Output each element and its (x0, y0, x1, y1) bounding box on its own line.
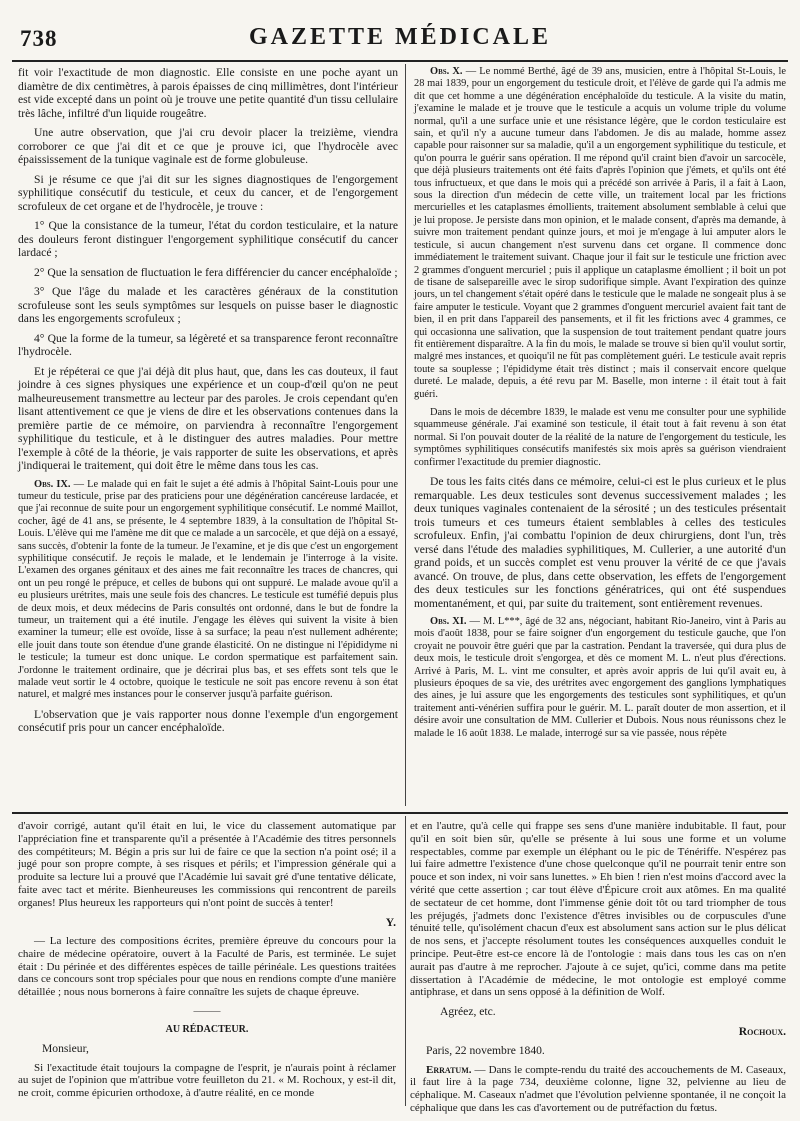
author-signature: Rochoux. (738, 1024, 786, 1038)
observation-label: Obs. IX. (34, 478, 71, 490)
observation-text: — Le malade qui en fait le sujet a été admis à l'hôpital Saint-Louis pour une tumeur du testicule, prise par des praticiens pour une dégénération cancéreuse lardacée, et que j'ai reconnue de suite pour un engorgement syphilitique consécutif. Le nommé Maillot, cocher, âgé de 41 ans, se présente, le 4 septembre 1839, à la consultation de l'hôpital St-Louis. L'élève qui me l'amène me dit que ce malade a un sarcocèle, et que déjà on a essayé, sans succès, d'obtenir la fonte de la tumeur. Je l'examine, et je dis que c'est un engorgement syphilitique consécutif. Je reçois le malade, et le lendemain je l'interroge à la visite. L'examen des organes génitaux et des aines me fait reconnaître les traces de chancres, qui ont un peu rongé le prépuce, et celles de bubons qui ont suppuré. Le malade avoue qu'il a eu plusieurs urétrites, mais une seule fois des chancres. Le testicule est tuméfié depuis plus de deux mois, et deux médecins de Paris consultés ont ordonné, dans le but de fondre la tumeur, un traitement qui a été inutile. J'engage les élèves qui suivent la visite à bien examiner la tumeur; elle est ovoïde, lisse à sa surface; la peau n'est nullement adhérente; elle jouit dans toute son étendue d'une grande élasticité. On ne distingue ni l'épididyme ni le testicule; la tumeur est donc unique. Le cordon spermatique est parfaitement sain. J'ordonne le traitement ordinaire, que je décrirai plus bas, et ses effets sont tels que le malade veut sortir le 4 octobre, quoique le testicule ne soit pas encore revenu à son état naturel, et malgré mes instances pour le conserver jusqu'à parfaite guérison. (18, 478, 398, 701)
erratum-label: Erratum. (426, 1063, 472, 1076)
observation-10 (414, 66, 786, 401)
observation-11 (414, 616, 786, 740)
left-column (18, 66, 398, 741)
separator: ——— (193, 1006, 221, 1017)
paragraph: De tous les faits cités dans ce mémoire, celui-ci est le plus curieux et le plus remarquable. Les deux testicules sont devenus successivement malades ; les deux tuniques vaginales contenaient de la sérosité ; un des testicules présentait trois tumeurs et ces tumeurs étaient semblables à celles des testicules scrofuleux. Enfin, j'ai combattu l'opinion de deux chirurgiens, dont l'un, très versé dans l'étude des maladies syphilitiques, M. Cullerier, a une autorité d'un grand poids, et un succès complet est venu prouver la vérité de ce que j'avais avancé. On trouve, de plus, dans cette observation, les effets de l'engorgement des deux testicules sur les fonctions génératrices, qui ont été suspendues momentanément, et qui, par suite du traitement, sont entièrement revenues. (414, 475, 786, 610)
paragraph: L'observation que je vais rapporter nous donne l'exemple d'un engorgement consécutif pris pour un cancer encéphaloïde. (18, 707, 398, 735)
paragraph: Une autre observation, que j'ai cru devoir placer la treizième, viendra corroborer ce que j'ai dit et ce que je prouve ici, que l'hydrocèle avec épaississement de la tunique vaginale est de forme globuleuse. (18, 126, 398, 166)
masthead-title: GAZETTE MÉDICALE (248, 24, 552, 50)
salutation: Monsieur, (42, 1042, 89, 1056)
paragraph: d'avoir corrigé, autant qu'il était en lui, le vice du classement automatique par l'appréciation fine et transparente qu'il a présentée à l'Académie des titres personnels des compétiteurs; M. Bégin a pris sur lui de faire ce que la section n'a point osé; il a jugé pour son propre compte, à ses risques et périls; et l'impression générale qui a produite sa lecture lui a prouvé que l'Académie lui savait gré d'une tentative délicate, faite avec tact et mérite. Bienheureuses les commissions qui rencontrent de pareils organes! Plus heureux les rapporteurs qui n'ont point de succès à tenter! (18, 820, 396, 909)
header-rule (12, 60, 788, 62)
erratum (410, 1064, 786, 1115)
paragraph: Et je répéterai ce que j'ai déjà dit plus haut, que, dans les cas douteux, il faut joindre à ces signes physiques une expérience et un coup-d'œil qu'on ne peut malheureusement transmettre au lecteur par des paroles. Je crois cependant qu'en lisant attentivement ce que je viens de dire et les observations contenues dans la première partie de ce mémoire, on parviendra à reconnaître l'engorgement syphilitique du testicule, et à le distinguer des autres maladies. Pour mettre l'exemple à côté de la théorie, je vais rapporter de suite les observations, et après j'indiquerai le traitement, qui doit être le même dans tous les cas. (18, 364, 398, 472)
observation-label: Obs. X. (430, 66, 463, 77)
erratum-text: — Dans le compte-rendu du traité des accouchements de M. Caseaux, il faut lire à la page 734, deuxième colonne, ligne 32, pelvienne au lieu de céphalique. M. Caseaux n'admet que l'évolution pelvienne spontanée, il ne conçoit la céphalique que dans les cas d'avortement ou de putréfaction du fœtus. (410, 1063, 786, 1115)
column-divider-top (405, 64, 406, 806)
right-column (414, 66, 786, 746)
section-rule (12, 812, 788, 814)
page-header (12, 24, 788, 60)
date-line: Paris, 22 novembre 1840. (426, 1044, 545, 1058)
page-number: 738 (20, 26, 58, 51)
paragraph: Dans le mois de décembre 1839, le malade est venu me consulter pour une syphilide squammeuse générale. J'ai examiné son testicule, il était tout à fait revenu à son état normal. Si l'on pouvait douter de la réalité de la nature de l'engorgement du testicule, les symptômes syphilitiques consécutifs manifestés six mois après sa guérison viendraient confirmer l'exactitude du premier diagnostic. (414, 406, 786, 468)
paragraph: et en l'autre, qu'à celle qui frappe ses sens d'une manière indubitable. Il faut, pour qu'il en soit bien sûr, qu'elle se présente à lui sous une forme et un volume respectables, comme par exemple un éléphant ou le pic de Ténériffe. N'espérez pas lui faire admettre l'existence d'une chose quelconque qu'il ne pourrait tenir entre son pouce et son index, ni voir sans lunettes. » Eh bien ! rien n'est moins d'accord avec la vérité que cette assertion ; car tout élève d'Épicure croit aux atômes. En ma qualité de sectateur de cet homme, dont l'immense génie doit tôt ou tard triompher de tous les préjugés, j'admets donc l'existence d'êtres invisibles ou de corpuscules d'une ténuité telle, qu'isolément chacun d'eux est absolument sans action sur le plus délicat de nos sens, et j'accepte résolument toutes les conséquences auxquelles conduit le principe. Peut-être est-ce encore là de l'ontologie : mais dans tous les cas on n'en aurait pas d'autre à me reprocher. J'ajoute à ce sujet, qu'ici, comme dans ma petite dissertation à l'Académie de médecine, le mot ontologie est employé comme antiphrase, et dans un sens opposé à la définition de Wolf. (410, 820, 786, 999)
observation-9 (18, 479, 398, 702)
bottom-left-column (18, 820, 396, 1106)
paragraph: Si je résume ce que j'ai dit sur les signes diagnostiques de l'engorgement syphilitique consécutif du testicule, et ceux du cancer, et de l'engorgement scrofuleux de cet organe et de l'hydrocèle, je trouve : (18, 172, 398, 213)
paragraph: Si l'exactitude était toujours la compagne de l'esprit, je n'aurais point à réclamer au sujet de l'opinion que m'attribue votre feuilleton du 21. « M. Rochoux, y est-il dit, ne croit, comme épicurien orthodoxe, à d'autre réalité, en ce monde (18, 1061, 396, 1100)
paragraph: 2° Que la sensation de fluctuation le fera différencier du cancer encéphaloïde ; (34, 265, 398, 279)
observation-text: — M. L***, âgé de 32 ans, négociant, habitant Rio-Janeiro, vint à Paris au mois d'août 1838, pour se faire soigner d'un engorgement du testicule gauche, que l'on croyait ne pouvoir être guéri que par la castration. Pendant la traversée, qui dura plus de deux mois, le testicule droit s'engorgea, et dès ce moment M. L. n'eut plus d'érections. Arrivé à Paris, M. L. vint me consulter, et après avoir appris de lui qu'il avait eu, à plusieurs époques de sa vie, des urétrites avec engorgement des ganglions lymphatiques des aines, je lui assure que les engorgements des testicules sont syphilitiques, et qu'un traitement anti-vénérien suffira pour le guérir. M. L. paraît douter de mon assertion, et il désire avoir une consultation de MM. Cullerier et Dubois. Nous nous réunissons chez le malade le 16 août 1838. Le malade, interrogé sur sa vie passée, nous répète (414, 616, 786, 739)
paragraph: fit voir l'exactitude de mon diagnostic. Elle consiste en une poche ayant un diamètre de dix centimètres, à parois épaisses de cinq millimètres, dont l'intérieur est vide excepté dans un point où je trouve une petite quantité d'un tissu cellulaire très lâche, infiltré d'un liquide rougeâtre. (18, 66, 398, 120)
paragraph: — La lecture des compositions écrites, première épreuve du concours pour la chaire de médecine opératoire, ouvert à la Faculté de Paris, est terminée. Le sujet était : Du périnée et des différentes espèces de taille périnéale. Les questions traitées dans ce concours sont trop spéciales pour que nous en rendions compte d'une manière détaillée ; nous nous bornerons à faire connaître les sujets de chaque épreuve. (18, 935, 396, 999)
observation-text: — Le nommé Berthé, âgé de 39 ans, musicien, entre à l'hôpital St-Louis, le 28 mai 1839, pour un engorgement du testicule droit, et l'élève de garde qui l'a admis me dit que cet homme a une dégénération encéphaloïde du testicule. A la visite du matin, j'examine le malade et je trouve que le testicule a acquis un volume triple du volume normal, qu'il a une surface unie et une résistance légère, que le cordon testiculaire est sain, et qu'il n'y a aucune tumeur dans l'abdomen. Je dis au malade, homme assez capable pour raisonner sur sa maladie, qu'il a un engorgement syphilitique du testicule, et qu'on pourra le guérir sans opération. Il me répond qu'il craint bien d'avoir un sarcocèle, que déjà plusieurs traitements ont été faits d'après l'opinion que j'émets, et qu'ils ont été tous infructueux, et que dans le mois qui a précédé son arrivée à Paris, il a fait à Laon, sous la direction d'un médecin de cette ville, un traitement local par les frictions mercurielles et les cataplasmes émollients, traitement absolument semblable à celui que je lui propose. Je persiste dans mon opinion, et le malade consent, d'après ma demande, à suivre mon traitement pendant quinze jours, et moi je m'engage à lui amputer alors le testicule, si aucun changement n'est survenu dans cet organe. Il commence donc immédiatement le traitement suivant. Chaque jour il fait sur le testicule une friction avec 2 grammes d'onguent mercuriel ; puis il applique un cataplasme émollient ; il boit un pot de tisane de salsepareille avec le sirop sudorifique simple. Avant l'expiration des quinze jours, un tel changement s'était opéré dans le testicule que le malade ne songeait plus à se faire amputer le testicule. Voyant que 2 grammes d'onguent mercuriel avaient fait tant de bien, il en prit dans l'appareil des pansements, et il fit les frictions avec 4 grammes, ce qui occasionna une salivation, que la suspension de tout traitement pendant quatre jours fit entièrement disparaître. A la fin du mois, le malade se trouve si bien qu'il voulut sortir, malgré mes instances, et quoiqu'il ne fût pas complètement guéri. Le testicule avait repris toute sa souplesse ; l'épididyme était très distinct ; mais il conservait encore quelque dureté. Le malade, depuis, a été revu par M. Baselle, mon interne : il était tout à fait guéri. (414, 66, 786, 400)
closing: Agréez, etc. (440, 1005, 496, 1019)
paragraph: 1° Que la consistance de la tumeur, l'état du cordon testiculaire, et la nature des douleurs feront distinguer l'engorgement syphilitique consécutif du cancer lardacé ; (18, 219, 398, 259)
paragraph: 3° Que l'âge du malade et les caractères généraux de la constitution scrofuleuse sont les seuls symptômes sur lesquels on puisse baser le diagnostic dans les engorgements scrofuleux ; (18, 285, 398, 325)
observation-label: Obs. XI. (430, 616, 467, 627)
bottom-right-column (410, 820, 786, 1121)
paragraph: 4° Que la forme de la tumeur, sa légèreté et sa transparence feront reconnaître l'hydrocèle. (18, 331, 398, 358)
column-divider-bottom (405, 816, 406, 1106)
signature: Y. (385, 915, 396, 929)
section-heading: AU RÉDACTEUR. (165, 1023, 249, 1035)
